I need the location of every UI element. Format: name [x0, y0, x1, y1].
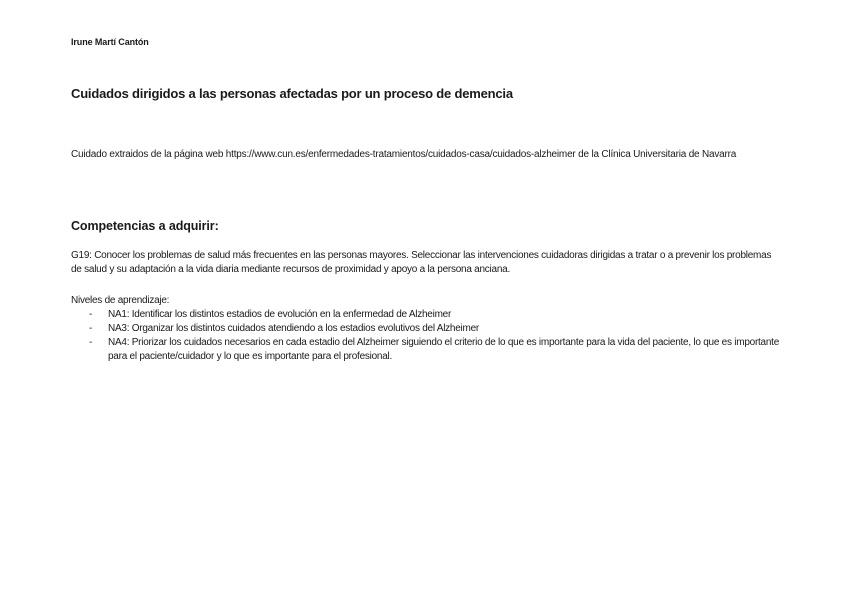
niveles-section [71, 294, 783, 364]
document-title: Cuidados dirigidos a las personas afectadas por un proceso de demencia [71, 86, 513, 101]
document-page [71, 0, 791, 599]
source-paragraph: Cuidado extraidos de la página web https://www.cun.es/enfermedades-tratamientos/cuidados-casa/cuidados-alzheimer de la Clínica Universitaria de Navarra [71, 149, 737, 160]
niveles-label: Niveles de aprendizaje: [71, 295, 170, 306]
bullet-dash: - [89, 337, 93, 348]
competencia-g19: G19: Conocer los problemas de salud más frecuentes en las personas mayores. Seleccionar las intervenciones cuidadoras dirigidas a tratar o a prevenir los problemas de salud y su adaptación a la vida diaria mediante recursos de proximidad y apoyo a la persona anciana. [71, 250, 772, 275]
competencias-heading: Competencias a adquirir: [71, 219, 219, 233]
author-name: Irune Martí Cantón [71, 37, 149, 47]
nivel-na4: NA4: Priorizar los cuidados necesarios en cada estadio del Alzheimer siguiendo el criterio de lo que es importante para la vida del paciente, lo que es importante para el paciente/cuidador y lo que es importante para el profesional. [108, 337, 780, 362]
niveles-list [71, 308, 783, 364]
list-item [71, 308, 783, 322]
list-item [71, 322, 783, 336]
list-item [71, 336, 783, 364]
bullet-dash: - [89, 323, 93, 334]
nivel-na3: NA3: Organizar los distintos cuidados atendiendo a los estadios evolutivos del Alzheimer [108, 323, 479, 334]
nivel-na1: NA1: Identificar los distintos estadios de evolución en la enfermedad de Alzheimer [108, 309, 452, 320]
bullet-dash: - [89, 309, 93, 320]
